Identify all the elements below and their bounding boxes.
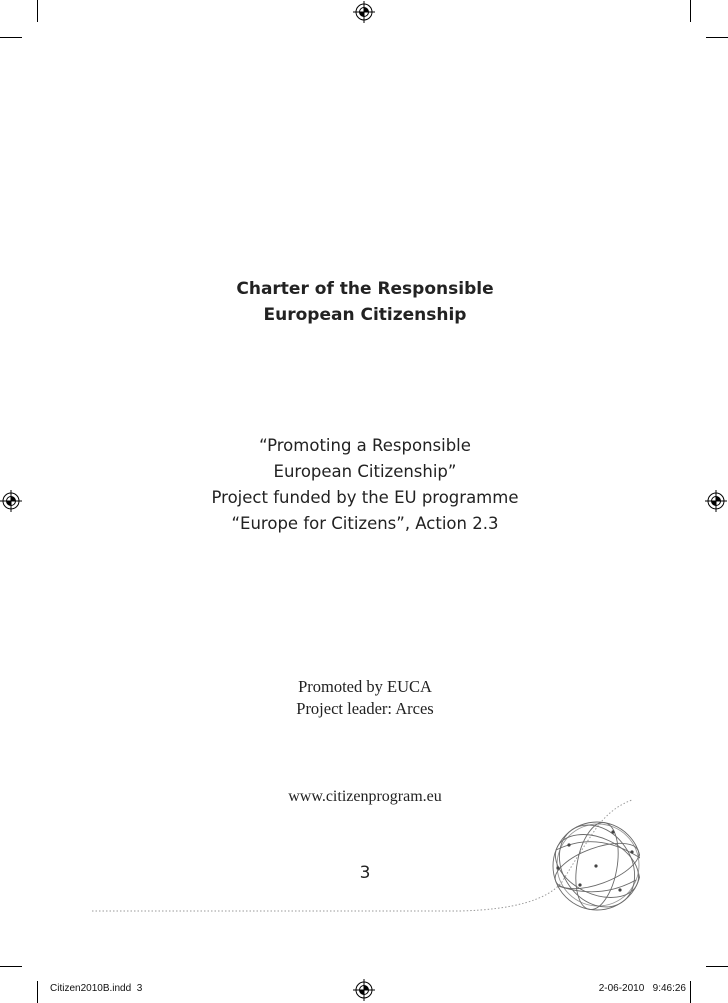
document-title [150, 276, 580, 328]
subtitle-line: “Europe for Citizens”, Action 2.3 [231, 514, 499, 533]
title-line: Charter of the Responsible [236, 279, 494, 299]
crop-mark-top-left-horizontal [0, 37, 22, 38]
subtitle-line: European Citizenship” [273, 462, 457, 481]
crop-mark-bottom-left-vertical [37, 981, 38, 1003]
slug-datetime: 2-06-2010 9:46:26 [598, 983, 686, 994]
subtitle-line: Project funded by the EU programme [211, 488, 519, 507]
crop-mark-bottom-right-vertical [690, 981, 691, 1003]
crop-mark-bottom-left-horizontal [0, 966, 22, 967]
registration-mark-icon [0, 490, 22, 512]
project-description [150, 433, 580, 537]
crop-mark-top-right-vertical [690, 0, 691, 22]
registration-mark-icon [705, 490, 727, 512]
slug-page: 3 [136, 983, 143, 994]
page-number: 3 [359, 863, 371, 883]
promoter-info [150, 676, 580, 720]
slug-file: Citizen2010B.indd [50, 983, 132, 994]
website-url: www.citizenprogram.eu [288, 788, 442, 805]
globe-logo-icon [80, 790, 640, 920]
crop-mark-top-left-vertical [37, 0, 38, 22]
subtitle-line: “Promoting a Responsible [259, 436, 471, 455]
registration-mark-icon [353, 979, 375, 1001]
crop-mark-bottom-right-horizontal [706, 966, 728, 967]
crop-mark-top-right-horizontal [706, 37, 728, 38]
slug-filename [50, 983, 142, 994]
promoter-line: Project leader: Arces [296, 699, 434, 718]
registration-mark-icon [353, 1, 375, 23]
title-line: European Citizenship [263, 305, 467, 325]
promoter-line: Promoted by EUCA [298, 677, 432, 696]
